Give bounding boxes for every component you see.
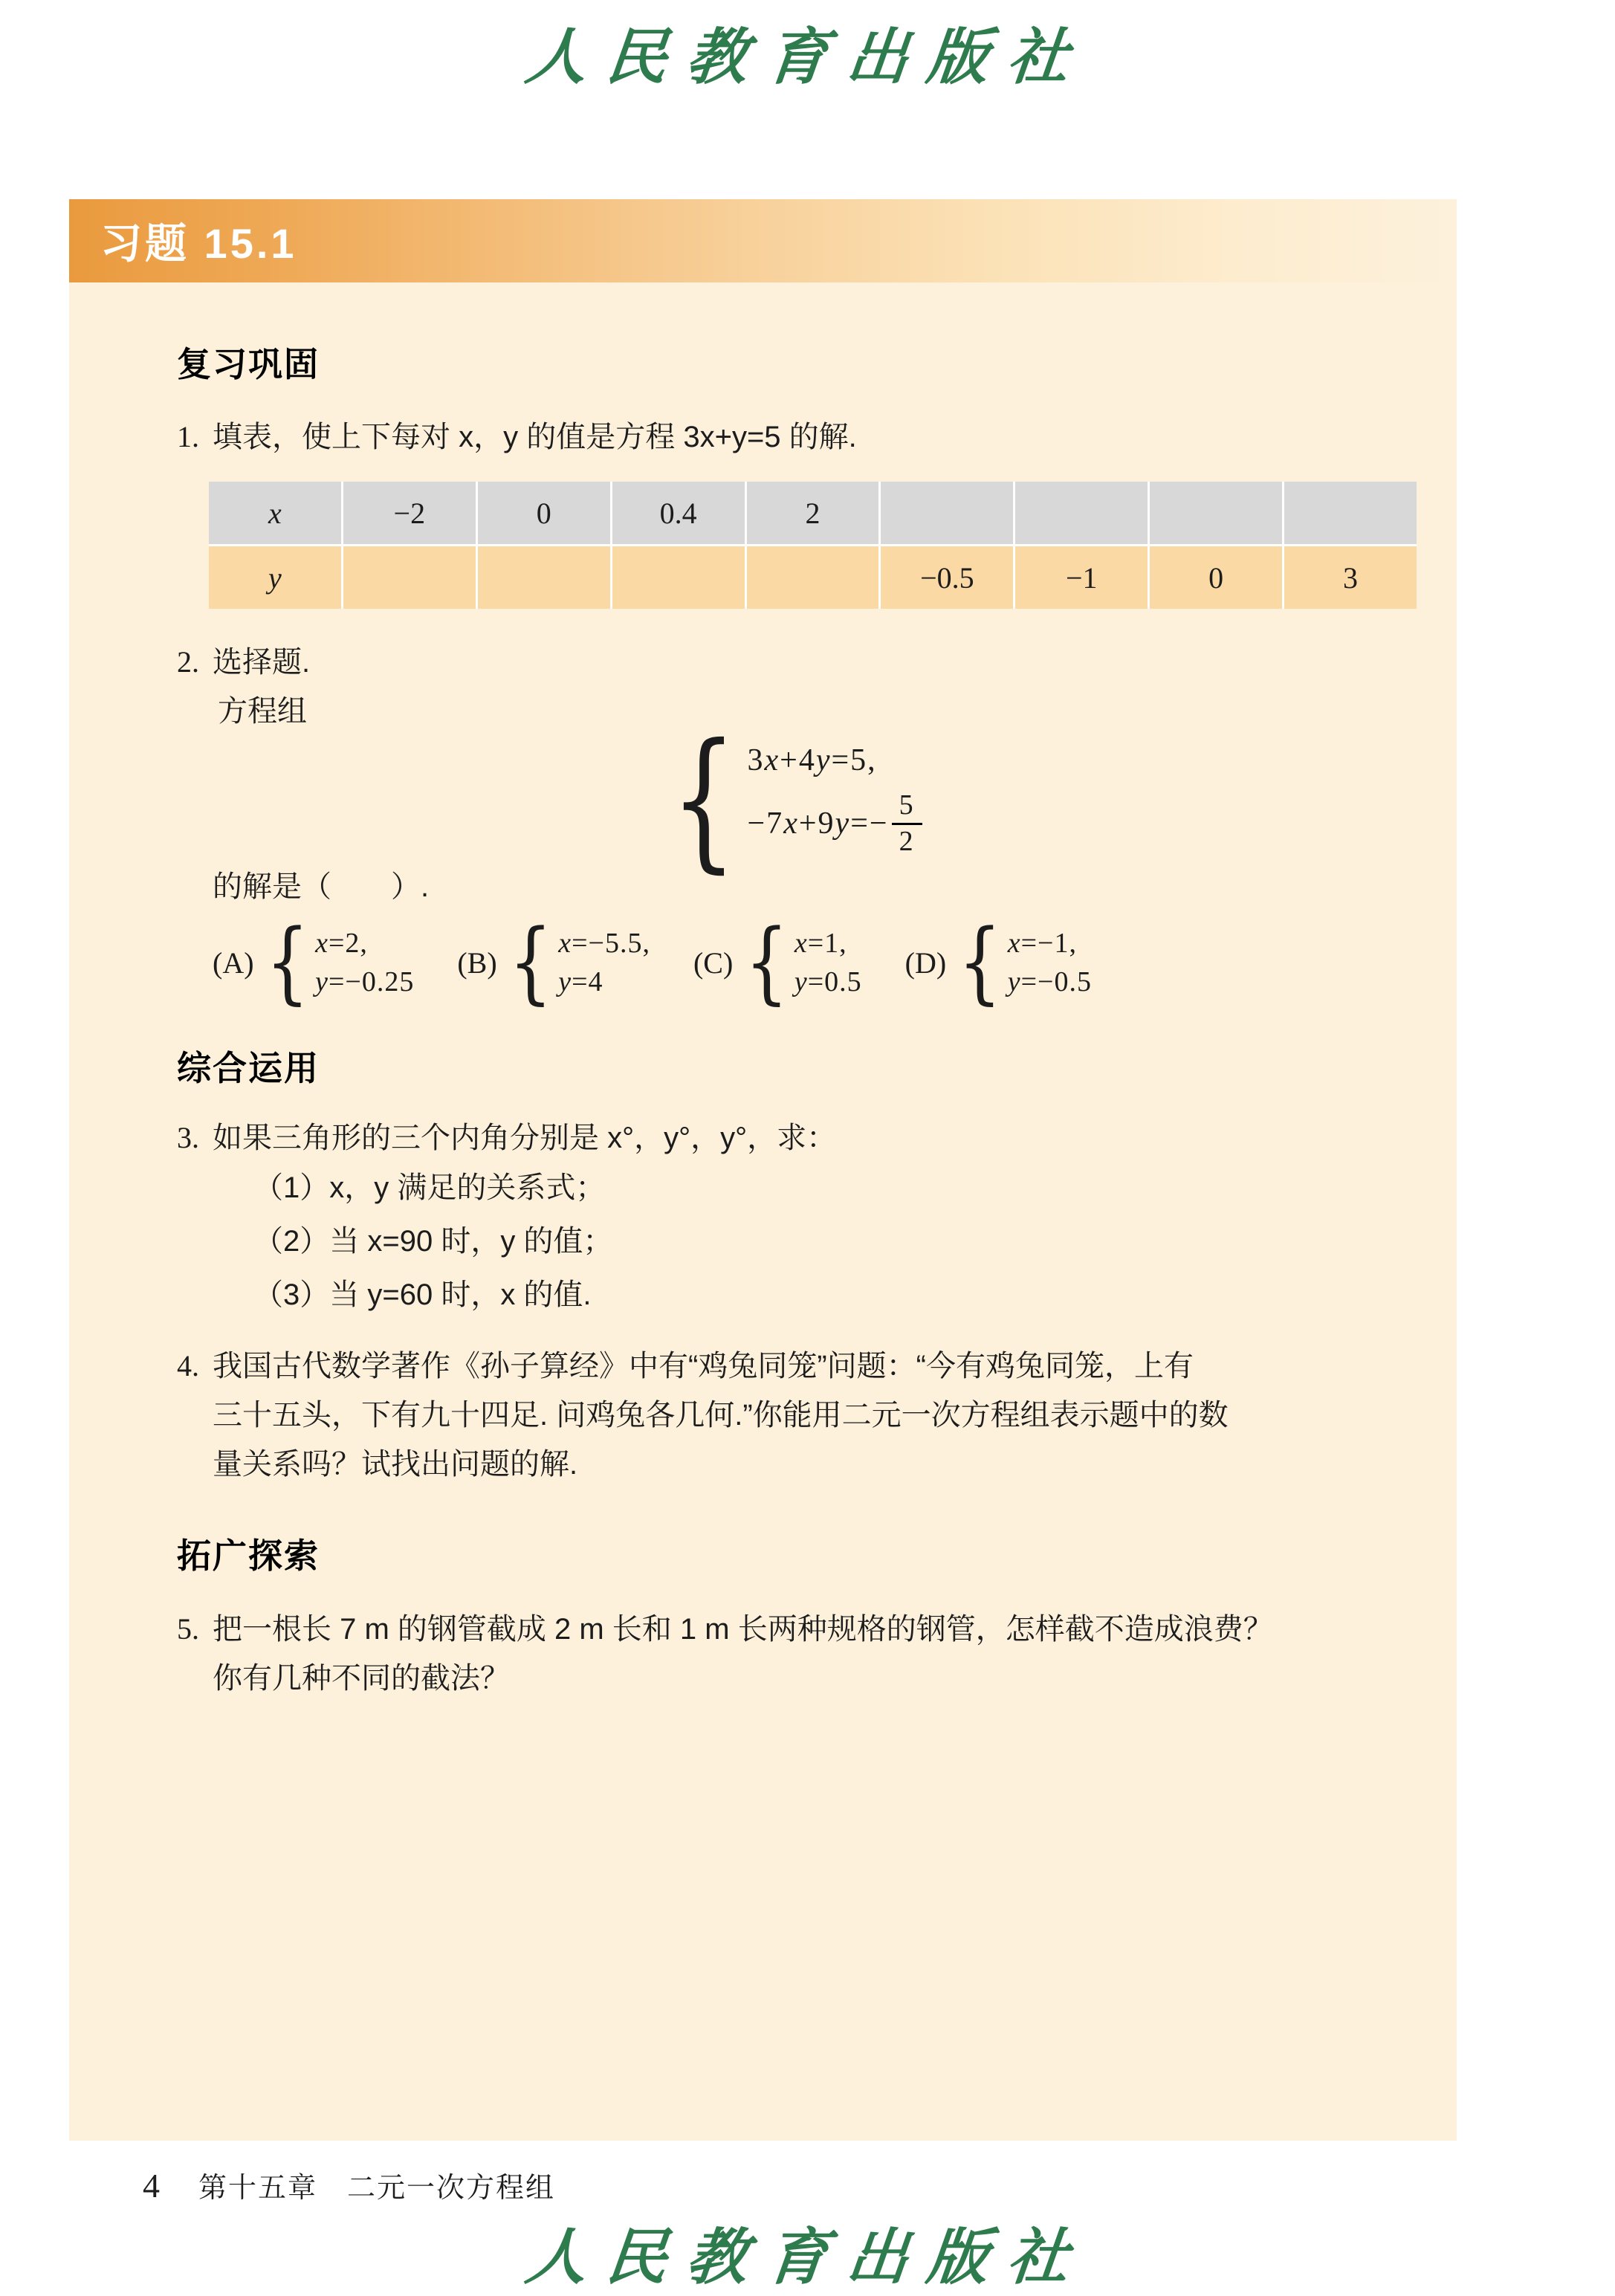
problem-1-text: 填表，使上下每对 x，y 的值是方程 3x+y=5 的解. [213, 421, 857, 453]
table-cell-blank [747, 546, 879, 609]
problem-2-number: 2. [177, 645, 199, 679]
problem-2-text: 选择题. [213, 646, 311, 679]
table-cell: −1 [1015, 546, 1148, 609]
left-brace-icon: { [265, 910, 310, 1015]
fraction [892, 789, 922, 858]
table-cell-y-header: y [209, 546, 341, 609]
table-cell: −0.5 [881, 546, 1013, 609]
fraction-denominator: 2 [899, 825, 915, 857]
option-a-label: (A) [213, 945, 254, 980]
option-b [457, 910, 650, 1015]
fraction-numerator: 5 [892, 789, 922, 825]
problem-4-number: 4. [177, 1349, 199, 1383]
variable-x: x [764, 743, 780, 777]
problem-1 [177, 416, 1416, 458]
table-cell-blank [478, 546, 610, 609]
table-cell-blank [1284, 482, 1417, 544]
coefficient: +9 [798, 806, 835, 841]
exercise-panel [69, 199, 1457, 2141]
option-b-label: (B) [457, 945, 497, 980]
left-brace-icon: { [745, 910, 789, 1015]
table-cell: 0 [478, 482, 610, 544]
table-cell: 0.4 [612, 482, 745, 544]
chapter-title: 第十五章 二元一次方程组 [198, 2173, 556, 2204]
table-cell-blank [881, 482, 1013, 544]
table-cell: 3 [1284, 546, 1417, 609]
problem-4 [177, 1342, 1416, 1489]
equals-constant: =5, [831, 743, 877, 777]
problem-3-item-2: （2）当 x=90 时，y 的值； [253, 1225, 613, 1258]
fill-in-table [209, 482, 1417, 609]
option-b-line-2: y=4 [558, 966, 603, 998]
option-a-line-1: x=2, [315, 928, 368, 960]
option-c-label: (C) [693, 945, 734, 980]
variable-x: x [783, 806, 799, 841]
answer-options [213, 910, 1416, 1015]
problem-5-number: 5. [177, 1612, 199, 1646]
option-d-line-1: x=−1, [1007, 928, 1077, 960]
table-cell: −2 [343, 482, 476, 544]
section-heading-explore: 拓广探索 [177, 1536, 320, 1576]
left-brace-icon: { [958, 910, 1002, 1015]
problem-3-item-3: （3）当 y=60 时，x 的值. [253, 1278, 592, 1312]
section-heading-comprehensive: 综合运用 [177, 1049, 320, 1088]
option-b-line-1: x=−5.5, [558, 928, 650, 960]
equation-column [748, 743, 922, 858]
table-cell-blank [612, 546, 745, 609]
page-footer [143, 2164, 555, 2205]
problem-5 [177, 1605, 1416, 1703]
problem-2-question: 的解是（ ）. [213, 870, 430, 904]
coefficient: 3 [747, 743, 765, 777]
variable-y: y [835, 806, 851, 841]
table-cell-blank [343, 546, 476, 609]
table-cell-x-header: x [209, 482, 341, 544]
problem-2 [177, 641, 1416, 683]
system-label: 方程组 [218, 695, 307, 728]
publisher-logo-top: 人民教育出版社 [522, 22, 1092, 93]
coefficient: −7 [747, 806, 784, 841]
option-d-line-2: y=−0.5 [1007, 966, 1092, 998]
table-cell-blank [1150, 482, 1282, 544]
problem-3-text: 如果三角形的三个内角分别是 x°，y°，y°，求： [213, 1122, 837, 1155]
option-a [213, 910, 415, 1015]
option-d-label: (D) [904, 945, 947, 980]
option-c [693, 910, 862, 1015]
problem-4-line-1: 我国古代数学著作《孙子算经》中有“鸡兔同笼”问题：“今有鸡兔同笼，上有 [213, 1350, 1194, 1383]
problem-3-item-1: （1）x，y 满足的关系式； [253, 1171, 606, 1205]
left-brace-icon: { [508, 910, 553, 1015]
option-d [904, 910, 1092, 1015]
option-a-line-2: y=−0.25 [315, 966, 415, 998]
equation-system [670, 712, 922, 888]
section-heading-review: 复习巩固 [177, 345, 320, 384]
problem-3 [177, 1117, 1416, 1159]
problem-4-line-3: 量关系吗？试找出问题的解. [213, 1448, 578, 1481]
option-c-line-2: y=0.5 [794, 966, 862, 998]
equation-2 [748, 789, 922, 858]
equals-constant: =− [850, 806, 889, 841]
table-cell: 2 [747, 482, 879, 544]
variable-y: y [815, 743, 832, 777]
equation-1 [748, 743, 922, 778]
publisher-logo-bottom: 人民教育出版社 [522, 2222, 1092, 2293]
problem-5-line-2: 你有几种不同的截法？ [213, 1662, 510, 1695]
exercise-title: 习题 15.1 [100, 220, 297, 267]
table-cell-blank [1015, 482, 1148, 544]
left-brace-icon: { [670, 712, 737, 888]
page-number: 4 [143, 2167, 160, 2205]
problem-3-number: 3. [177, 1121, 199, 1155]
table-cell: 0 [1150, 546, 1282, 609]
problem-1-number: 1. [177, 420, 199, 453]
exercise-body [69, 337, 1457, 1703]
exercise-header-band [69, 199, 1457, 282]
coefficient: +4 [780, 743, 816, 777]
problem-4-line-2: 三十五头，下有九十四足. 问鸡兔各几何.”你能用二元一次方程组表示题中的数 [213, 1399, 1229, 1432]
option-c-line-1: x=1, [794, 928, 847, 960]
problem-5-line-1: 把一根长 7 m 的钢管截成 2 m 长和 1 m 长两种规格的钢管，怎样截不造成浪费？ [213, 1613, 1273, 1646]
